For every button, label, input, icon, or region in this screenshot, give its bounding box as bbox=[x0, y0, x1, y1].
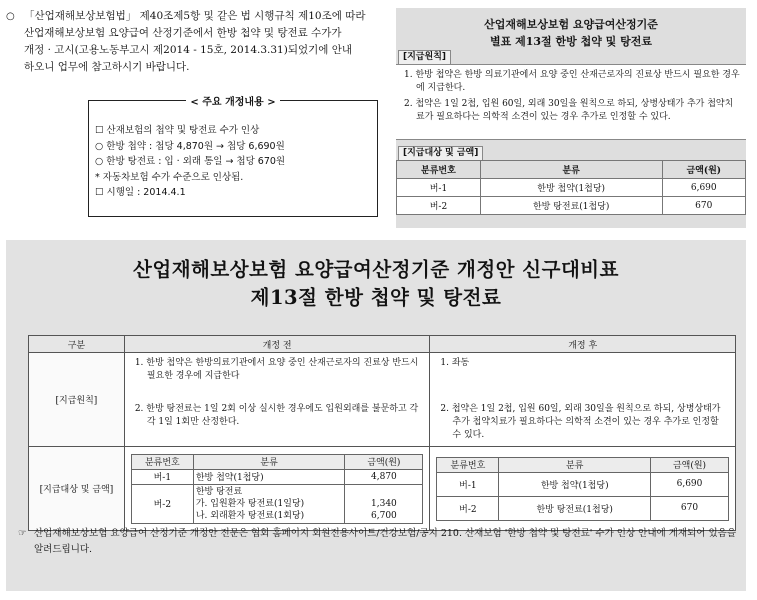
appendix-title-line: 산업재해보상보험 요양급여산정기준 bbox=[484, 18, 658, 31]
cell-line: 한방 탕전료 bbox=[195, 486, 243, 497]
table-header: 금액(원) bbox=[345, 454, 423, 469]
table-cell bbox=[193, 484, 345, 523]
table-row bbox=[437, 496, 729, 520]
appendix-fee-table bbox=[396, 160, 746, 215]
summary-title: < 주요 개정내용 > bbox=[186, 97, 279, 108]
table-cell: 버-2 bbox=[397, 197, 481, 215]
intro-line: 하오니 업무에 참고하시기 바랍니다. bbox=[24, 61, 190, 73]
comparison-panel bbox=[6, 240, 746, 591]
footnote-text: 산업재해보상보험 요양급여 산정기준 개정안 전문은 협회 홈페이지 회원전용사이트/건강보험/공지 210. 산재보험 '한방 첩약 및 탕전료' 수가 인상 안내에 게재되어 있음을 알려드립니다. bbox=[34, 528, 736, 555]
before-principles bbox=[124, 353, 430, 447]
after-principles bbox=[430, 353, 736, 447]
table-cell: 670 bbox=[662, 197, 746, 215]
principle-item: 2. 첩약은 1일 2첩, 입원 60일, 외래 30일을 원칙으로 하되, 상병상태가 추가 첩약치료가 필요하다는 의학적 소견이 있는 경우 추가로 인정할 수 있다. bbox=[404, 99, 734, 122]
summary-box bbox=[88, 97, 378, 217]
table-row bbox=[397, 179, 746, 197]
table-cell: 한방 탕전료(1첩당) bbox=[499, 496, 651, 520]
summary-line: ☐ 산재보험의 첩약 및 탕전료 수가 인상 bbox=[95, 125, 260, 136]
table-cell: 한방 첩약(1첩당) bbox=[499, 472, 651, 496]
pointing-hand-icon: ☞ bbox=[18, 528, 27, 539]
table-header: 분류 bbox=[480, 161, 662, 179]
principle-item: 1. 한방 첩약은 한방 의료기관에서 요양 중인 산재근로자의 진료상 반드시 필요한 경우에 지급한다. bbox=[404, 70, 740, 93]
table-row bbox=[131, 484, 423, 523]
principles-tag: [지급원칙] bbox=[398, 50, 451, 65]
appendix-title bbox=[396, 16, 746, 50]
table-cell: 670 bbox=[651, 496, 729, 520]
table-cell bbox=[345, 484, 423, 523]
table-cell: 한방 첩약(1첩당) bbox=[480, 179, 662, 197]
summary-list bbox=[95, 123, 285, 201]
table-row bbox=[437, 472, 729, 496]
intro-line: 산업재해보상보험 요양급여 산정기준에서 한방 첩약 및 탕전료 수가가 bbox=[24, 27, 342, 39]
summary-line: * 자동차보험 수가 수준으로 인상됨. bbox=[95, 171, 244, 183]
intro-line: 개정 · 고시(고용노동부고시 제2014 - 15호, 2014.3.31)되었기에 안내 bbox=[24, 44, 353, 56]
table-cell: 버-1 bbox=[131, 469, 193, 484]
table-row bbox=[29, 447, 736, 531]
table-header-row bbox=[131, 454, 423, 469]
table-header-row bbox=[437, 457, 729, 472]
table-row bbox=[29, 353, 736, 447]
table-header: 개정 전 bbox=[124, 336, 430, 353]
table-cell: 버-2 bbox=[437, 496, 499, 520]
bullet-circle: ○ bbox=[6, 11, 15, 22]
comparison-table bbox=[28, 335, 736, 531]
table-header: 분류번호 bbox=[437, 457, 499, 472]
table-header: 개정 후 bbox=[430, 336, 736, 353]
table-header: 구분 bbox=[29, 336, 125, 353]
intro-line: 「산업재해보상보험법」 제40조제5항 및 같은 법 시행규칙 제10조에 따라 bbox=[24, 10, 366, 22]
table-cell: 버-2 bbox=[131, 484, 193, 523]
principle-item: 1. 좌동 bbox=[440, 358, 470, 368]
table-cell: 한방 첩약(1첩당) bbox=[193, 469, 345, 484]
after-fee-table bbox=[436, 457, 729, 521]
principle-item: 2. 한방 탕전료는 1일 2회 이상 실시한 경우에도 입원외래를 불문하고 각각 1일 1회만 산정한다. bbox=[134, 404, 419, 427]
table-header-row bbox=[397, 161, 746, 179]
appendix-title-line: 별표 제13절 한방 첩약 및 탕전료 bbox=[490, 35, 652, 48]
table-header: 금액(원) bbox=[662, 161, 746, 179]
table-header: 분류번호 bbox=[131, 454, 193, 469]
cell-line: 6,700 bbox=[371, 510, 397, 521]
targets-tag: [지급대상 및 금액] bbox=[398, 146, 483, 161]
table-header: 금액(원) bbox=[651, 457, 729, 472]
intro-notice bbox=[6, 8, 376, 76]
after-fee-cell bbox=[430, 447, 736, 531]
table-row bbox=[397, 197, 746, 215]
summary-line: ☐ 시행일 : 2014.4.1 bbox=[95, 187, 186, 198]
before-fee-cell bbox=[124, 447, 430, 531]
table-cell: 한방 탕전료(1첩당) bbox=[480, 197, 662, 215]
cell-line: 1,340 bbox=[371, 498, 397, 509]
comparison-title-line: 산업재해보상보험 요양급여산정기준 개정안 신구대비표 bbox=[133, 258, 619, 281]
footnote bbox=[14, 526, 738, 558]
appendix-panel bbox=[396, 8, 746, 228]
table-header-row bbox=[29, 336, 736, 353]
cell-line: 나. 외래환자 탕전료(1회당) bbox=[195, 510, 305, 521]
cell-line: 가. 입원환자 탕전료(1일당) bbox=[195, 498, 305, 509]
row-label: [지급원칙] bbox=[29, 353, 125, 447]
summary-line: ○ 한방 첩약 : 첩당 4,870원 → 첩당 6,690원 bbox=[95, 140, 285, 152]
table-cell: 6,690 bbox=[651, 472, 729, 496]
principle-item: 2. 첩약은 1일 2첩, 입원 60일, 외래 30일을 원칙으로 하되, 상병상태가 추가 첩약치료가 필요하다는 의학적 소견이 있는 경우 추가로 인정할 수 있다. bbox=[440, 404, 721, 440]
comparison-title bbox=[6, 256, 746, 312]
table-header: 분류 bbox=[193, 454, 345, 469]
table-header: 분류 bbox=[499, 457, 651, 472]
table-cell: 6,690 bbox=[662, 179, 746, 197]
table-cell: 버-1 bbox=[437, 472, 499, 496]
table-cell: 버-1 bbox=[397, 179, 481, 197]
before-fee-table bbox=[131, 454, 424, 524]
principle-item: 1. 한방 첩약은 한방의료기관에서 요양 중인 산재근로자의 진료상 반드시 필요한 경우에 지급한다 bbox=[134, 358, 419, 381]
table-row bbox=[131, 469, 423, 484]
comparison-title-line: 제13절 한방 첩약 및 탕전료 bbox=[250, 286, 502, 309]
table-cell: 4,870 bbox=[345, 469, 423, 484]
appendix-principles bbox=[396, 64, 746, 140]
row-label: [지급대상 및 금액] bbox=[29, 447, 125, 531]
table-header: 분류번호 bbox=[397, 161, 481, 179]
summary-line: ○ 한방 탕전료 : 입 · 외래 통일 → 첩당 670원 bbox=[95, 156, 286, 167]
